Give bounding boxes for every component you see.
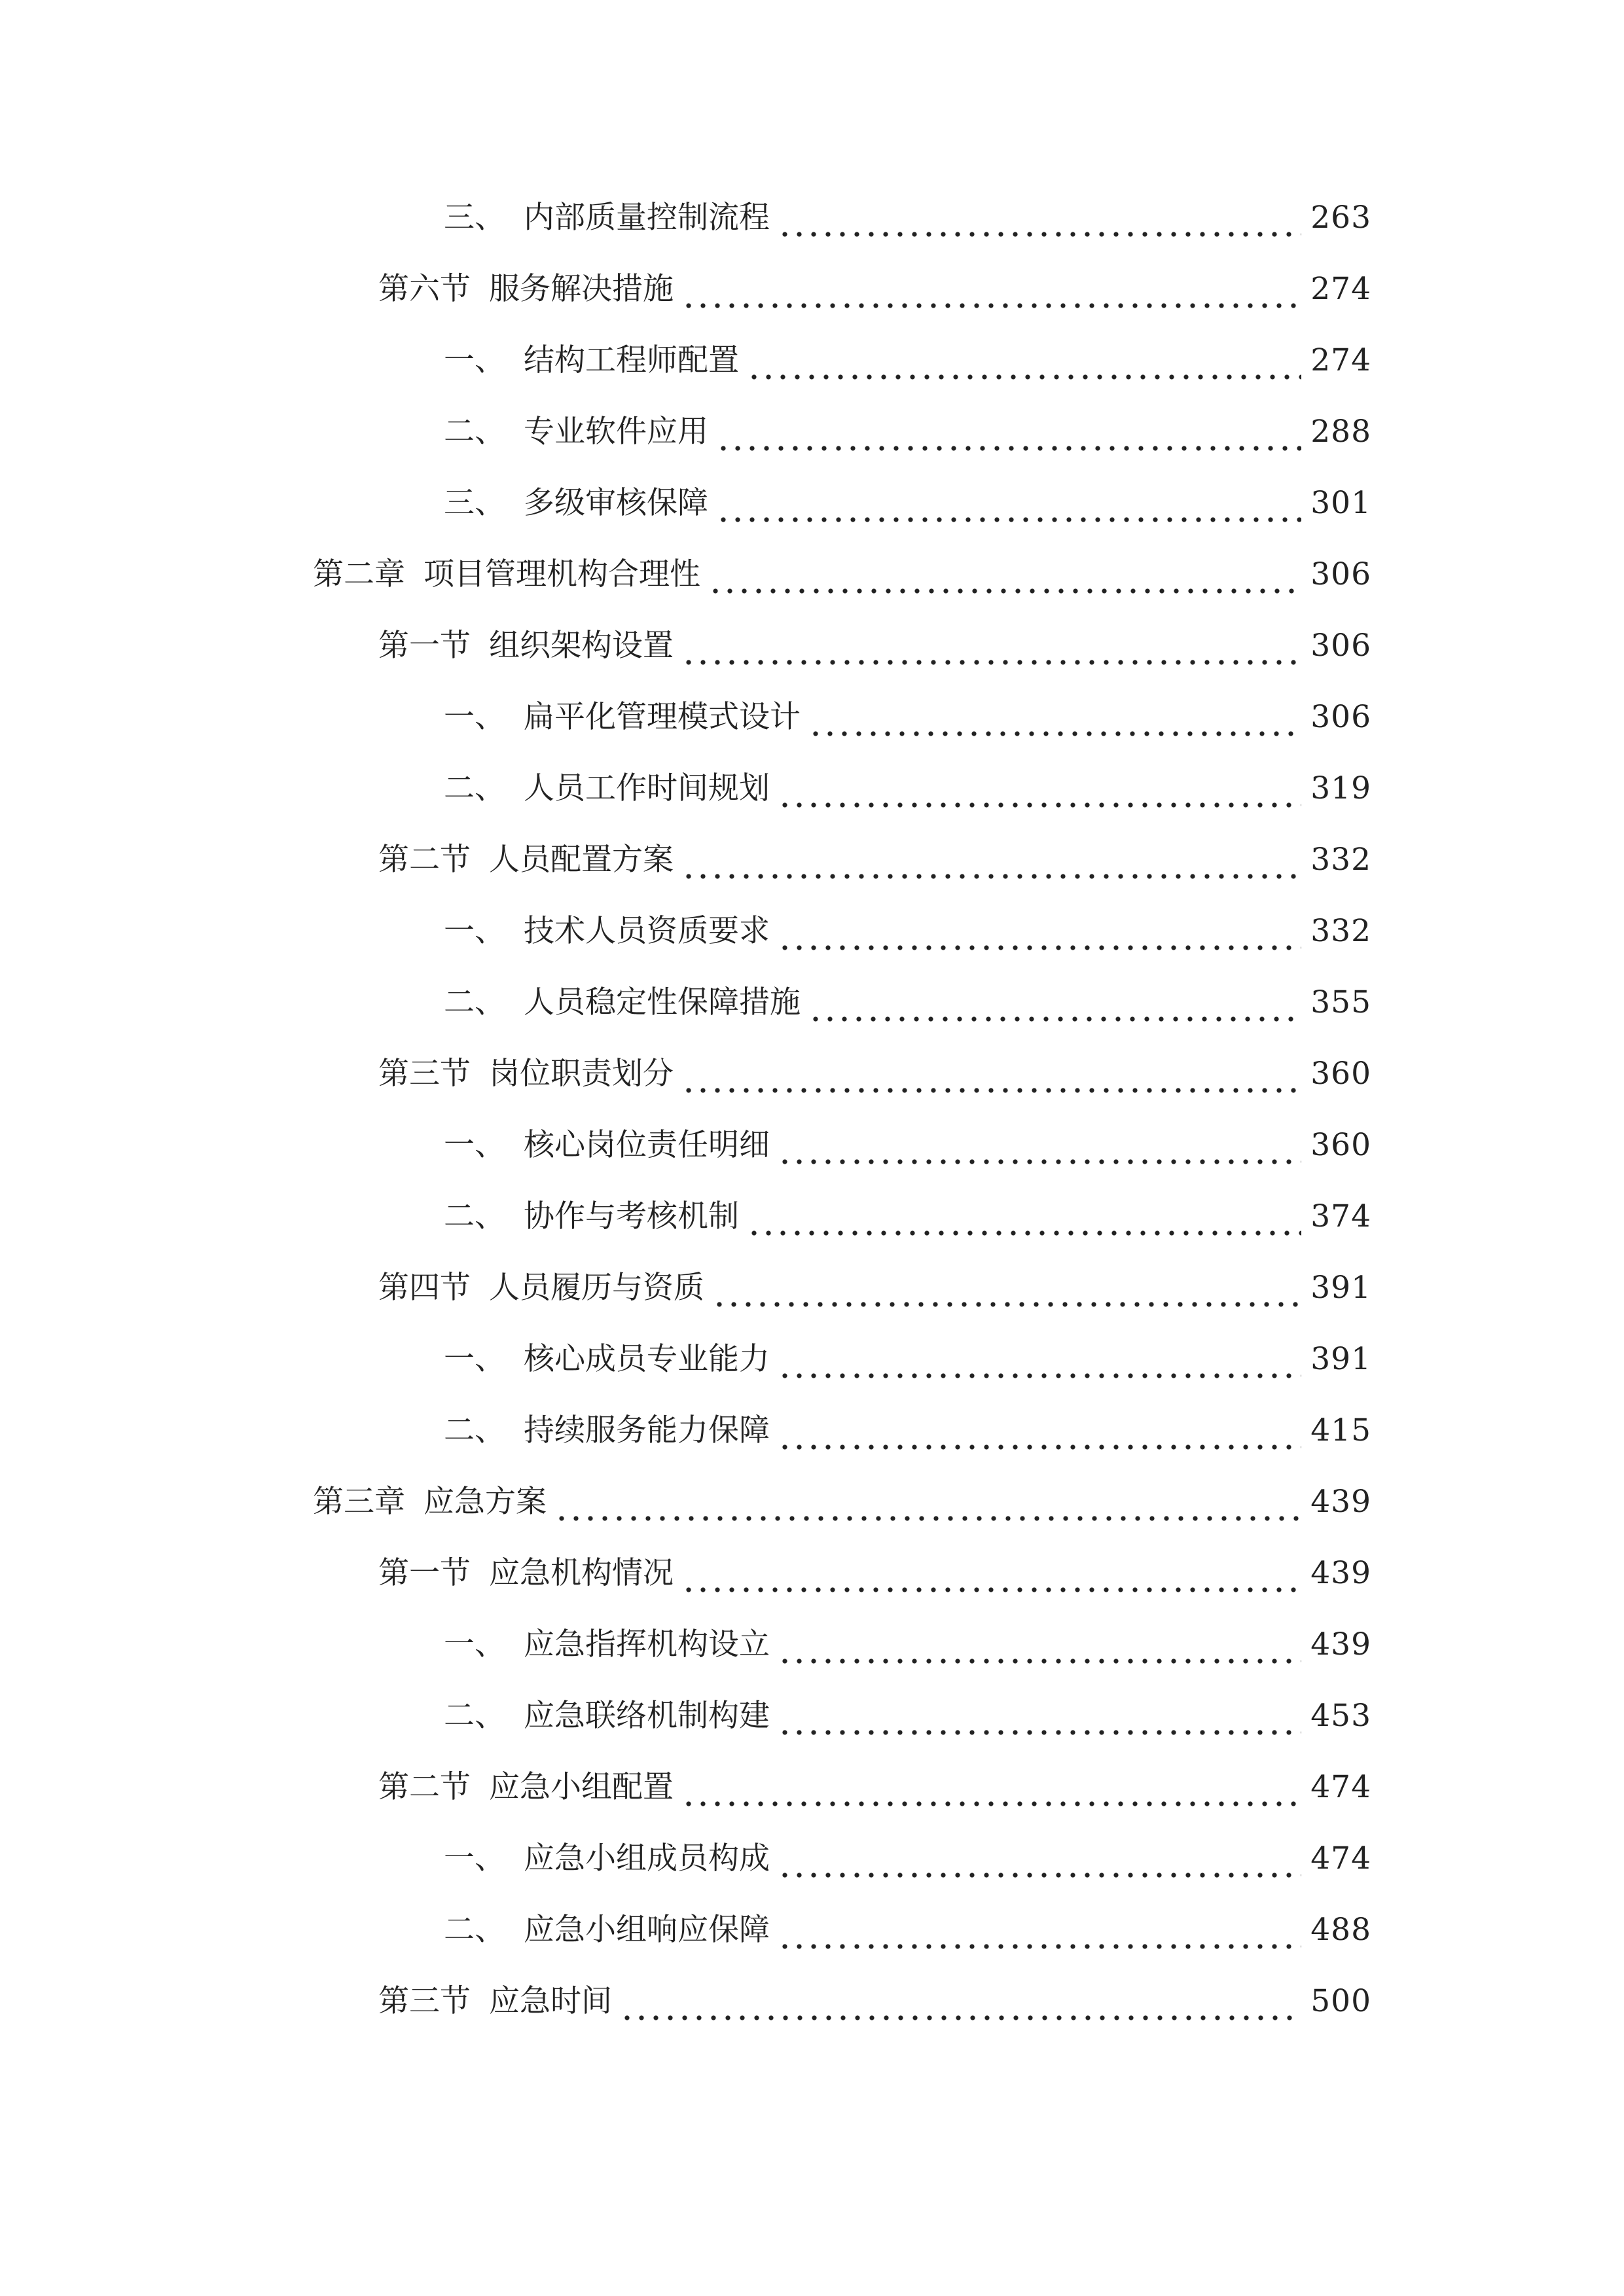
entry-page-number: 306 bbox=[1310, 699, 1371, 735]
toc-entry[interactable] bbox=[378, 1048, 1371, 1100]
toc-entry[interactable] bbox=[313, 548, 1371, 601]
entry-title: 技术人员资质要求 bbox=[524, 913, 770, 949]
toc-entry[interactable] bbox=[444, 1191, 1371, 1243]
toc-entry[interactable] bbox=[444, 1405, 1371, 1457]
toc-entry[interactable] bbox=[444, 1333, 1371, 1386]
entry-title: 服务解决措施 bbox=[489, 271, 674, 307]
toc-entry[interactable] bbox=[378, 834, 1371, 886]
dot-leader bbox=[747, 334, 1301, 387]
toc-entry[interactable] bbox=[378, 1761, 1371, 1814]
entry-page-number: 488 bbox=[1310, 1912, 1371, 1948]
entry-title: 应急机构情况 bbox=[489, 1555, 674, 1591]
dot-leader bbox=[808, 977, 1301, 1029]
entry-title: 应急时间 bbox=[489, 1983, 612, 2019]
entry-title: 核心岗位责任明细 bbox=[524, 1127, 770, 1163]
toc-entry[interactable] bbox=[378, 263, 1371, 315]
entry-number: 一、 bbox=[444, 1341, 505, 1377]
entry-number: 二、 bbox=[444, 984, 505, 1020]
entry-number: 第四节 bbox=[378, 1270, 471, 1306]
entry-number: 第一节 bbox=[378, 1555, 471, 1591]
entry-number: 一、 bbox=[444, 699, 505, 735]
dot-leader bbox=[620, 1975, 1301, 2028]
entry-page-number: 374 bbox=[1310, 1198, 1371, 1234]
dot-leader bbox=[808, 691, 1301, 744]
dot-leader bbox=[681, 620, 1301, 672]
entry-number: 第六节 bbox=[378, 271, 471, 307]
toc-entry[interactable] bbox=[444, 192, 1371, 244]
entry-number: 一、 bbox=[444, 1840, 505, 1876]
toc-entry[interactable] bbox=[444, 1690, 1371, 1742]
dot-leader bbox=[681, 834, 1301, 886]
entry-title: 协作与考核机制 bbox=[524, 1198, 739, 1234]
entry-title: 应急指挥机构设立 bbox=[524, 1626, 770, 1662]
entry-title: 项目管理机构合理性 bbox=[424, 556, 700, 592]
toc-entry[interactable] bbox=[444, 1904, 1371, 1956]
entry-number: 二、 bbox=[444, 1198, 505, 1234]
entry-page-number: 391 bbox=[1310, 1270, 1371, 1306]
dot-leader bbox=[778, 1119, 1301, 1172]
dot-leader bbox=[716, 477, 1301, 529]
entry-title: 人员稳定性保障措施 bbox=[524, 984, 801, 1020]
dot-leader bbox=[681, 263, 1301, 315]
entry-title: 应急小组配置 bbox=[489, 1769, 674, 1805]
dot-leader bbox=[778, 1619, 1301, 1671]
entry-number: 第三章 bbox=[313, 1484, 405, 1520]
toc-entry[interactable] bbox=[378, 1547, 1371, 1600]
entry-page-number: 439 bbox=[1310, 1626, 1371, 1662]
entry-page-number: 360 bbox=[1310, 1056, 1371, 1092]
entry-number: 第三节 bbox=[378, 1056, 471, 1092]
toc-entry[interactable] bbox=[444, 691, 1371, 744]
dot-leader bbox=[778, 1690, 1301, 1742]
toc-entry[interactable] bbox=[444, 334, 1371, 387]
entry-number: 二、 bbox=[444, 1412, 505, 1448]
dot-leader bbox=[681, 1547, 1301, 1600]
entry-title: 人员配置方案 bbox=[489, 842, 674, 878]
toc-entry[interactable] bbox=[444, 1119, 1371, 1172]
toc-entry[interactable] bbox=[378, 620, 1371, 672]
entry-title: 扁平化管理模式设计 bbox=[524, 699, 801, 735]
entry-title: 专业软件应用 bbox=[524, 414, 708, 450]
toc-entry[interactable] bbox=[378, 1975, 1371, 2028]
dot-leader bbox=[778, 1904, 1301, 1956]
entry-page-number: 439 bbox=[1310, 1484, 1371, 1520]
entry-page-number: 474 bbox=[1310, 1840, 1371, 1876]
entry-page-number: 474 bbox=[1310, 1769, 1371, 1805]
entry-title: 人员履历与资质 bbox=[489, 1270, 704, 1306]
entry-number: 三、 bbox=[444, 485, 505, 521]
entry-number: 第三节 bbox=[378, 1983, 471, 2019]
dot-leader bbox=[708, 548, 1301, 601]
entry-number: 二、 bbox=[444, 414, 505, 450]
entry-title: 应急联络机制构建 bbox=[524, 1698, 770, 1734]
entry-page-number: 355 bbox=[1310, 984, 1371, 1020]
entry-title: 应急方案 bbox=[424, 1484, 547, 1520]
entry-number: 第一节 bbox=[378, 628, 471, 664]
dot-leader bbox=[716, 406, 1301, 458]
toc-entry[interactable] bbox=[444, 1833, 1371, 1885]
entry-number: 一、 bbox=[444, 913, 505, 949]
entry-number: 二、 bbox=[444, 1698, 505, 1734]
dot-leader bbox=[712, 1262, 1301, 1314]
entry-title: 组织架构设置 bbox=[489, 628, 674, 664]
dot-leader bbox=[778, 1333, 1301, 1386]
entry-page-number: 332 bbox=[1310, 842, 1371, 878]
entry-page-number: 500 bbox=[1310, 1983, 1371, 2019]
entry-title: 结构工程师配置 bbox=[524, 342, 739, 378]
entry-number: 第二节 bbox=[378, 1769, 471, 1805]
dot-leader bbox=[681, 1761, 1301, 1814]
entry-title: 人员工作时间规划 bbox=[524, 770, 770, 806]
dot-leader bbox=[778, 1405, 1301, 1457]
entry-title: 多级审核保障 bbox=[524, 485, 708, 521]
entry-page-number: 306 bbox=[1310, 628, 1371, 664]
dot-leader bbox=[778, 905, 1301, 958]
entry-number: 二、 bbox=[444, 1912, 505, 1948]
entry-number: 三、 bbox=[444, 200, 505, 236]
entry-page-number: 274 bbox=[1310, 271, 1371, 307]
entry-page-number: 306 bbox=[1310, 556, 1371, 592]
toc-entry[interactable] bbox=[444, 977, 1371, 1029]
entry-number: 一、 bbox=[444, 342, 505, 378]
dot-leader bbox=[747, 1191, 1301, 1243]
dot-leader bbox=[778, 762, 1301, 815]
toc-entry[interactable] bbox=[444, 477, 1371, 529]
entry-page-number: 332 bbox=[1310, 913, 1371, 949]
entry-page-number: 274 bbox=[1310, 342, 1371, 378]
toc-entry[interactable] bbox=[313, 1476, 1371, 1528]
dot-leader bbox=[554, 1476, 1301, 1528]
entry-title: 应急小组响应保障 bbox=[524, 1912, 770, 1948]
entry-number: 第二章 bbox=[313, 556, 405, 592]
dot-leader bbox=[681, 1048, 1301, 1100]
dot-leader bbox=[778, 192, 1301, 244]
entry-page-number: 319 bbox=[1310, 770, 1371, 806]
entry-page-number: 301 bbox=[1310, 485, 1371, 521]
entry-page-number: 453 bbox=[1310, 1698, 1371, 1734]
entry-page-number: 263 bbox=[1310, 200, 1371, 236]
entry-number: 一、 bbox=[444, 1127, 505, 1163]
entry-number: 第二节 bbox=[378, 842, 471, 878]
toc-entry[interactable] bbox=[378, 1262, 1371, 1314]
entry-number: 一、 bbox=[444, 1626, 505, 1662]
entry-page-number: 439 bbox=[1310, 1555, 1371, 1591]
entry-page-number: 415 bbox=[1310, 1412, 1371, 1448]
toc-entry[interactable] bbox=[444, 1619, 1371, 1671]
toc-entry[interactable] bbox=[444, 762, 1371, 815]
dot-leader bbox=[778, 1833, 1301, 1885]
entry-title: 持续服务能力保障 bbox=[524, 1412, 770, 1448]
entry-page-number: 391 bbox=[1310, 1341, 1371, 1377]
entry-number: 二、 bbox=[444, 770, 505, 806]
toc-entry[interactable] bbox=[444, 406, 1371, 458]
entry-title: 应急小组成员构成 bbox=[524, 1840, 770, 1876]
entry-title: 岗位职责划分 bbox=[489, 1056, 674, 1092]
entry-title: 核心成员专业能力 bbox=[524, 1341, 770, 1377]
entry-page-number: 288 bbox=[1310, 414, 1371, 450]
entry-page-number: 360 bbox=[1310, 1127, 1371, 1163]
toc-entry[interactable] bbox=[444, 905, 1371, 958]
entry-title: 内部质量控制流程 bbox=[524, 200, 770, 236]
